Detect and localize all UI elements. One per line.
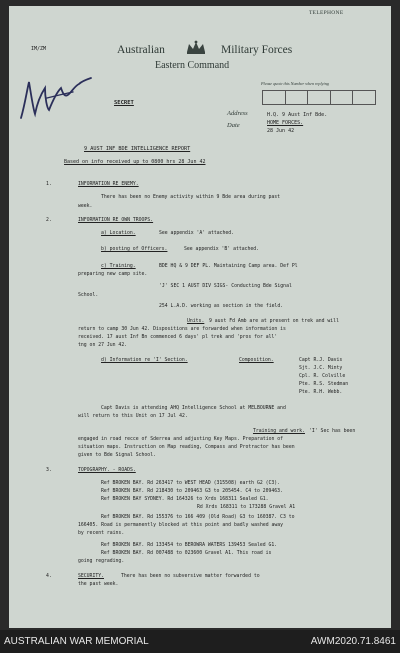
body-line: Ref BROKEN BAY. Rd 155376 to 166 409 (Old Road) G3 to 160387. C3 to bbox=[101, 515, 295, 520]
roster-entry: Pte. R.H. Webb. bbox=[299, 390, 343, 395]
roster-entry: Pte. R.S. Stedman bbox=[299, 382, 349, 387]
reference-code: IM/ZM bbox=[31, 46, 47, 52]
sub-heading: a) Location. bbox=[101, 231, 136, 236]
date-value: 28 Jun 42 bbox=[267, 128, 295, 134]
org-name-right: Military Forces bbox=[221, 44, 293, 56]
address-value: H.Q. 9 Aust Inf Bde. bbox=[267, 112, 328, 118]
roster-entry: Cpl. R. Colville bbox=[299, 374, 346, 379]
sub-heading: Units. bbox=[187, 319, 205, 324]
body-line: 'J' SEC 1 AUST DIV SIGS- Conducting Bde Signal bbox=[159, 284, 292, 289]
sub-heading: Composition. bbox=[239, 358, 274, 363]
body-line: 254 L.A.D. working as section in the field. bbox=[159, 304, 284, 309]
body-line: return to camp 30 Jun 42. Dispositions are forwarded when information is bbox=[78, 327, 286, 332]
body-line: preparing new camp site. bbox=[78, 272, 148, 277]
reference-number-boxes bbox=[262, 90, 376, 105]
body-line: given to Bde Signal School. bbox=[78, 453, 156, 458]
document-page bbox=[9, 6, 391, 628]
handwritten-signature bbox=[17, 64, 97, 128]
section-number: 3. bbox=[46, 468, 52, 473]
body-line: Ref BROKEN BAY. Rd 218430 to 209463 G3 to 205454. C4 to 209463. bbox=[101, 489, 283, 494]
archive-id: AWM2020.71.8461 bbox=[310, 636, 396, 647]
section-heading: INFORMATION RE OWN TROOPS. bbox=[78, 218, 154, 223]
reply-note: Please quote this Number when replying bbox=[261, 81, 329, 86]
section-number: 1. bbox=[46, 182, 52, 187]
report-title: 9 AUST INF BDE INTELLIGENCE REPORT bbox=[84, 146, 191, 152]
body-line: 9 aust Fd Amb are at present on trek and will bbox=[209, 319, 339, 324]
body-line: will return to this Unit on 17 Jul 42. bbox=[78, 414, 188, 419]
section-heading: TOPOGRAPHY. - ROADS. bbox=[78, 468, 136, 473]
body-line: 166405. Road is permanently blocked at this point and badly washed away bbox=[78, 523, 284, 528]
body-line: School. bbox=[78, 293, 99, 298]
body-line: See appendix 'A' attached. bbox=[159, 231, 235, 236]
classification: SECRET bbox=[114, 100, 134, 106]
sub-heading: Training and work. bbox=[253, 429, 305, 434]
body-line: the past week. bbox=[78, 582, 119, 587]
body-line: by recent rains. bbox=[78, 531, 125, 536]
command-name: Eastern Command bbox=[155, 60, 230, 71]
body-line: 'I' Sec has been bbox=[309, 429, 356, 434]
address-value-2: HOME FORCES. bbox=[267, 120, 304, 126]
body-line: There has been no Enemy activity within 9 Bde area during past bbox=[101, 195, 281, 200]
section-number: 4. bbox=[46, 574, 52, 579]
body-line: Rd Xrds 168311 to 173288 Gravel A1 bbox=[197, 505, 296, 510]
org-name-left: Australian bbox=[117, 44, 165, 56]
sub-heading: b) posting of Officers. bbox=[101, 247, 168, 252]
sub-heading: c) Training. bbox=[101, 264, 136, 269]
archive-footer bbox=[0, 630, 400, 653]
body-line: There has been no subversive matter forwarded to bbox=[121, 574, 260, 579]
body-line: Ref BROKEN BAY. Rd 133454 to BEROWRA WATERS 139453 Sealed G1. bbox=[101, 543, 278, 548]
body-line: Ref BROKEN BAY SYDNEY. Rd 164326 to Xrds 168311 Sealed G1. bbox=[101, 497, 269, 502]
body-line: received. 17 aust Inf Bn commenced 6 days' pl trek and 'pros for all' bbox=[78, 335, 278, 340]
roster-entry: Sjt. J.C. Minty bbox=[299, 366, 343, 371]
section-heading: SECURITY. bbox=[78, 574, 104, 579]
body-line: Ref BROKEN BAY. Rd 007488 to 023600 Gravel A1. This road is bbox=[101, 551, 272, 556]
body-line: BDE HQ & 9 DEF PL. Maintaining Camp area. Def Pl bbox=[159, 264, 298, 269]
archive-name: AUSTRALIAN WAR MEMORIAL bbox=[4, 636, 149, 647]
telephone-label: TELEPHONE bbox=[309, 10, 344, 16]
body-line: situation maps. Instruction on Map reading, Compass and Protractor has been bbox=[78, 445, 295, 450]
report-subtitle: Based on info received up to 0800 hrs 28 Jun 42 bbox=[64, 159, 206, 165]
body-line: engaged in road recce of Sderrea and adjusting Key Maps. Preparation of bbox=[78, 437, 284, 442]
sub-heading: d) Information re 'I' Section. bbox=[101, 358, 188, 363]
section-heading: INFORMATION RE ENEMY. bbox=[78, 182, 139, 187]
crown-emblem bbox=[185, 40, 207, 55]
body-line: Ref BROKEN BAY. Rd 263417 to WEST HEAD (315508) earth G2 (C3). bbox=[101, 481, 281, 486]
body-line: Capt Davis is attending AHQ Intelligence School at MELBOURNE and bbox=[101, 406, 286, 411]
section-number: 2. bbox=[46, 218, 52, 223]
address-label: Address bbox=[227, 110, 248, 117]
body-line: week. bbox=[78, 204, 93, 209]
body-line: See appendix 'B' attached. bbox=[184, 247, 260, 252]
roster-entry: Capt R.J. Davis bbox=[299, 358, 343, 363]
body-line: tng on 27 Jun 42. bbox=[78, 343, 128, 348]
body-line: going regrading. bbox=[78, 559, 125, 564]
date-label: Date bbox=[227, 122, 240, 129]
